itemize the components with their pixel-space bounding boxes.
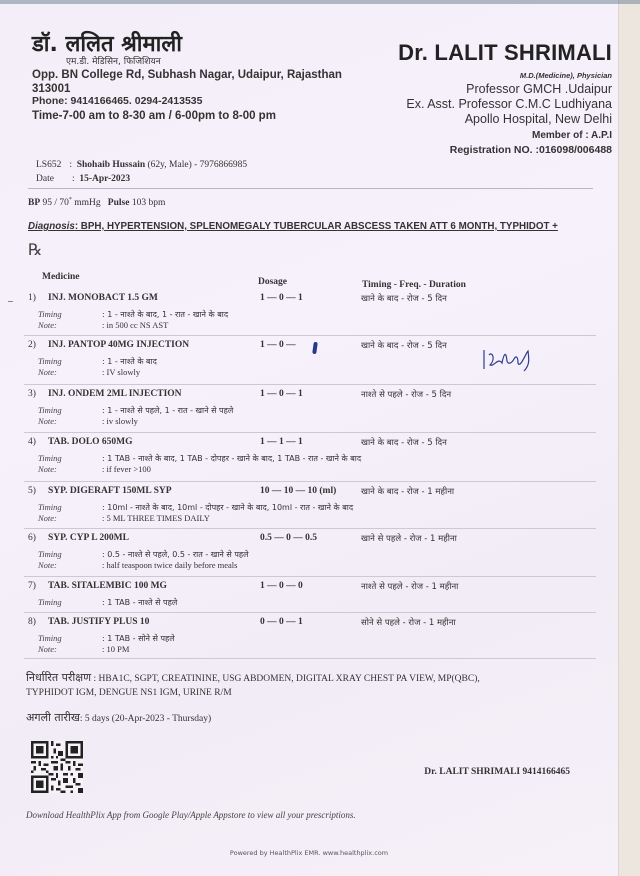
medicine-timing: : 1 - नाश्ते के बाद: [102, 357, 157, 366]
medicine-note: : half teaspoon twice daily before meals: [102, 560, 238, 570]
doctor-name-hindi: डॉ. ललित श्रीमाली: [32, 32, 182, 57]
medicine-note: : 5 ML THREE TIMES DAILY: [102, 513, 210, 523]
medicine-number: 7): [28, 581, 36, 591]
medicine-dosage: 1 — 0 — 1: [260, 389, 303, 399]
medicine-frequency: खाने के बाद - रोज - 1 महीना: [361, 487, 455, 497]
note-label: Note:: [38, 644, 57, 654]
pulse-value: 103 bpm: [131, 198, 166, 209]
medicine-number: 8): [28, 617, 36, 627]
note-label: Note:: [38, 560, 57, 570]
medicine-timing: : 1 - नाश्ते के बाद, 1 - रात - खाने के बाद: [102, 310, 229, 319]
membership: Member of : A.P.I: [531, 130, 612, 141]
top-band: [0, 0, 640, 4]
medicine-timing: : 1 TAB - नाश्ते से पहले: [102, 598, 178, 607]
header-medicine: Medicine: [42, 272, 80, 282]
paper-edge: [618, 0, 640, 876]
medicine-dosage: 1 — 0 —: [260, 340, 296, 350]
medicine-timing: : 1 - नाश्ते से पहले, 1 - रात - खाने से पहले: [102, 406, 234, 415]
diagnosis-text: : BPH, HYPERTENSION, SPLENOMEGALY TUBERCULAR ABSCESS TAKEN ATT 6 MONTH, TYPHIDOT +: [74, 221, 558, 232]
medicine-number: 1): [28, 293, 36, 303]
next-visit: [26, 710, 211, 725]
patient-line: LS652 : Shohaib Hussain (62y, Male) - 7976866985: [36, 160, 248, 170]
medicine-number: 4): [28, 437, 36, 447]
medicine-dosage: 1 — 0 — 0: [260, 581, 303, 591]
patient-info: [36, 158, 247, 186]
note-label: Note:: [38, 513, 57, 523]
row-divider: [24, 481, 596, 482]
timing-label: Timing: [38, 502, 62, 512]
vitals: BP 95 / 70* mmHg Pulse 103 bpm: [28, 197, 166, 209]
medicine-row: [24, 486, 596, 532]
timing-label: Timing: [38, 549, 62, 559]
medicine-name: SYP. CYP L 200ML: [48, 533, 129, 543]
medicine-timing: : 10ml - नाश्ते के बाद, 10ml - दोपहर - खाने के बाद, 10ml - रात - खाने के बाद: [102, 503, 354, 512]
download-app-note: Download HealthPlix App from Google Play/Apple Appstore to view all your prescriptions.: [26, 810, 356, 820]
timing-label: Timing: [38, 309, 62, 319]
medicine-row: [24, 617, 596, 663]
medicine-note: : 10 PM: [102, 644, 130, 654]
medicine-frequency: खाने से पहले - रोज - 1 महीना: [361, 534, 457, 544]
medicine-dosage: 1 — 1 — 1: [260, 437, 303, 447]
pen-dash-mark: –: [8, 296, 13, 307]
row-divider: [24, 335, 596, 336]
medicine-dosage: 0.5 — 0 — 0.5: [260, 533, 317, 543]
pulse-label: Pulse: [107, 198, 130, 209]
clinic-hours: Time-7-00 am to 8-30 am / 6-00pm to 8-00 pm: [32, 110, 276, 122]
powered-by-footer: Powered by HealthPlix EMR. www.healthplix.com: [229, 849, 389, 857]
date-line: Date : 15-Apr-2023: [36, 174, 131, 184]
medicine-timing: : 1 TAB - नाश्ते के बाद, 1 TAB - दोपहर - खाने के बाद, 1 TAB - रात - खाने के बाद: [102, 454, 362, 463]
medicine-frequency: सोने से पहले - रोज - 1 महीना: [361, 618, 456, 628]
medicine-dosage: 10 — 10 — 10 (ml): [260, 486, 337, 496]
medicine-frequency: खाने के बाद - रोज - 5 दिन: [361, 294, 447, 304]
doctor-name: Dr. LALIT SHRIMALI: [398, 40, 612, 65]
medicine-note: : in 500 cc NS AST: [102, 320, 169, 330]
medicine-name: TAB. DOLO 650MG: [48, 437, 133, 447]
timing-label: Timing: [38, 597, 62, 607]
tests-line-1: [26, 671, 606, 686]
medicine-frequency: नाश्ते से पहले - रोज - 1 महीना: [361, 582, 459, 592]
row-divider: [24, 658, 596, 659]
medicine-name: TAB. JUSTIFY PLUS 10: [48, 617, 150, 627]
timing-label: Timing: [38, 633, 62, 643]
rx-icon: ℞: [28, 242, 43, 259]
doctor-degree-hindi: एम.डी. मेडिसिन, फिजिशियन: [66, 57, 161, 67]
tests-label: निर्धारित परीक्षण: [26, 671, 92, 684]
position-3: Apollo Hospital, New Delhi: [464, 112, 612, 126]
note-label: Note:: [38, 320, 57, 330]
doctor-degree: M.D.(Medicine), Physician: [519, 71, 612, 80]
medicine-row: [24, 389, 596, 435]
patient-details: (62y, Male) - 7976866985: [147, 160, 248, 170]
diagnosis-label: Diagnosis: [28, 221, 75, 232]
tests-list-2: TYPHIDOT IGM, DENGUE NS1 IGM, URINE R/M: [26, 688, 232, 698]
patient-name: Shohaib Hussain: [76, 160, 146, 170]
note-label: Note:: [38, 464, 57, 474]
medicine-frequency: खाने के बाद - रोज - 5 दिन: [361, 438, 447, 448]
medicine-name: TAB. SITALEMBIC 100 MG: [48, 581, 167, 591]
medicine-number: 5): [28, 486, 36, 496]
medicine-dosage: 0 — 0 — 1: [260, 617, 303, 627]
position-2: Ex. Asst. Professor C.M.C Ludhiyana: [406, 97, 612, 111]
bp-unit: mmHg: [74, 198, 101, 209]
prescribed-tests: [26, 671, 606, 700]
row-divider: [24, 432, 596, 433]
divider: [28, 188, 593, 189]
clinic-phone: Phone: 9414166465. 0294-2413535: [32, 95, 203, 107]
next-visit-label: अगली तारीख: [26, 711, 80, 724]
timing-label: Timing: [38, 356, 62, 366]
position-1: Professor GMCH .Udaipur: [466, 82, 612, 96]
medicine-row: [24, 293, 596, 339]
timing-label: Timing: [38, 453, 62, 463]
registration-number: Registration NO. :016098/006488: [449, 144, 612, 156]
qr-code: [31, 741, 83, 793]
medicine-name: INJ. MONOBACT 1.5 GM: [48, 293, 158, 303]
medicine-name: INJ. PANTOP 40MG INJECTION: [48, 340, 190, 350]
row-divider: [24, 384, 596, 385]
medicine-row: [24, 533, 596, 579]
doctor-signature-line: Dr. LALIT SHRIMALI 9414166465: [424, 767, 570, 777]
medicine-timing: : 0.5 - नाश्ते से पहले, 0.5 - रात - खाने से पहले: [102, 550, 249, 559]
header-timing: Timing - Freq. - Duration: [362, 280, 466, 290]
medicine-number: 3): [28, 389, 36, 399]
address-line-1: Opp. BN College Rd, Subhash Nagar, Udaipur, Rajasthan: [32, 69, 342, 81]
handwritten-initials: [480, 347, 536, 373]
medicine-note: : if fever >100: [102, 464, 151, 474]
note-label: Note:: [38, 416, 57, 426]
bp-label: BP: [28, 198, 41, 209]
medicine-name: SYP. DIGERAFT 150ML SYP: [48, 486, 172, 496]
date-label: Date: [36, 174, 54, 184]
medicine-frequency: खाने के बाद - रोज - 5 दिन: [361, 341, 447, 351]
note-label: Note:: [38, 367, 57, 377]
row-divider: [24, 576, 596, 577]
row-divider: [24, 528, 596, 529]
timing-label: Timing: [38, 405, 62, 415]
medicine-name: INJ. ONDEM 2ML INJECTION: [48, 389, 182, 399]
patient-id: LS652: [36, 160, 62, 170]
medicine-timing: : 1 TAB - सोने से पहले: [102, 634, 175, 643]
diagnosis: [28, 221, 558, 232]
header-dosage: Dosage: [258, 277, 288, 287]
medicine-number: 6): [28, 533, 36, 543]
doctor-credentials: [406, 70, 612, 157]
visit-date: 15-Apr-2023: [79, 174, 131, 184]
medicine-number: 2): [28, 340, 36, 350]
bp-value: 95 / 70: [42, 198, 69, 209]
medicine-row: [24, 437, 596, 483]
medicine-dosage: 1 — 0 — 1: [260, 293, 303, 303]
row-divider: [24, 612, 596, 613]
clinic-address: [32, 68, 352, 96]
next-visit-value: : 5 days (20-Apr-2023 - Thursday): [79, 714, 212, 724]
medicine-frequency: नाश्ते से पहले - रोज - 5 दिन: [361, 390, 452, 400]
medicine-note: : IV slowly: [102, 367, 141, 377]
tests-list-1: : HBA1C, SGPT, CREATININE, USG ABDOMEN, DIGITAL XRAY CHEST PA VIEW, MP(QBC),: [93, 674, 480, 684]
medicine-note: : iv slowly: [102, 416, 138, 426]
address-line-2: 313001: [32, 83, 71, 95]
